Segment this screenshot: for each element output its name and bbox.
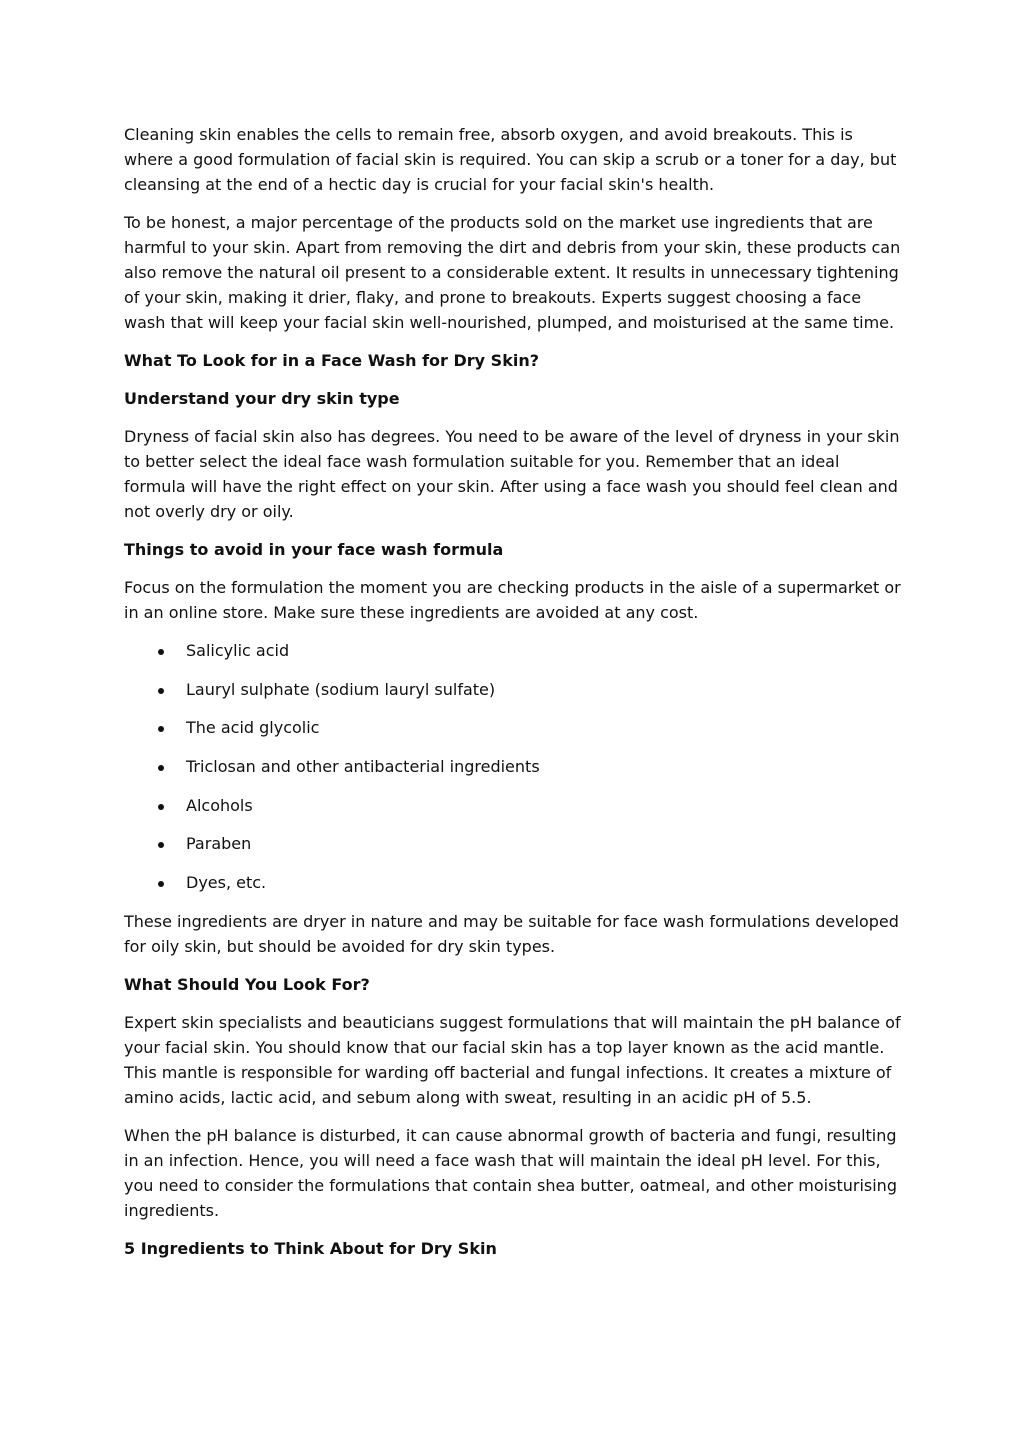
list-item [124, 831, 904, 856]
bullet-icon [158, 804, 164, 810]
list-item-text: Alcohols [186, 795, 253, 815]
heading-what-should-you-look-for: What Should You Look For? [124, 974, 370, 994]
heading-look-for: What To Look for in a Face Wash for Dry Skin? [124, 351, 539, 370]
paragraph-after-list: These ingredients are dryer in nature and may be suitable for face wash formulations developed for oily skin, but should be avoided for dry skin types. [124, 911, 899, 956]
list-item [124, 715, 904, 740]
paragraph-intro-2: To be honest, a major percentage of the products sold on the market use ingredients that are harmful to your skin. Apart from removing the dirt and debris from your skin, these products can also remove the natural oil present to a considerable extent. It results in unnecessary tightening of your skin, making it drier, flaky, and prone to breakouts. Experts suggest choosing a face wash that will keep your facial skin well-nourished, plumped, and moisturised at the same time. [124, 213, 901, 332]
heading-five-ingredients: 5 Ingredients to Think About for Dry Skin [124, 1238, 497, 1258]
bullet-icon [158, 649, 164, 655]
avoid-ingredients-list [124, 638, 904, 895]
list-item [124, 638, 904, 663]
document-body [124, 122, 904, 1274]
paragraph-should-1: Expert skin specialists and beauticians suggest formulations that will maintain the pH balance of your facial skin. You should know that our facial skin has a top layer known as the acid mantle. This mantle is responsible for warding off bacterial and fungal infections. It creates a mixture of amino acids, lactic acid, and sebum along with sweat, resulting in an acidic pH of 5.5. [124, 1012, 901, 1107]
list-item-text: Dyes, etc. [186, 873, 267, 893]
list-item-text: Paraben [186, 834, 252, 854]
list-item-text: Triclosan and other antibacterial ingredients [186, 757, 540, 777]
list-item [124, 870, 904, 895]
paragraph-intro-1: Cleaning skin enables the cells to remain free, absorb oxygen, and avoid breakouts. This is where a good formulation of facial skin is required. You can skip a scrub or a toner for a day, but cleansing at the end of a hectic day is crucial for your facial skin's health. [124, 125, 897, 194]
list-item [124, 677, 904, 702]
heading-things-to-avoid: Things to avoid in your face wash formula [124, 540, 504, 559]
list-item [124, 793, 904, 818]
bullet-icon [158, 881, 164, 887]
bullet-icon [158, 842, 164, 848]
list-item-text: The acid glycolic [186, 718, 320, 738]
paragraph-should-2: When the pH balance is disturbed, it can cause abnormal growth of bacteria and fungi, resulting in an infection. Hence, you will need a face wash that will maintain the ideal pH level. For this, you need to consider the formulations that contain shea butter, oatmeal, and other moisturising ingredients. [124, 1125, 897, 1220]
bullet-icon [158, 765, 164, 771]
bullet-icon [158, 726, 164, 732]
list-item [124, 754, 904, 779]
heading-understand-skin-type: Understand your dry skin type [124, 389, 400, 408]
list-item-text: Lauryl sulphate (sodium lauryl sulfate) [186, 679, 496, 699]
paragraph-understand: Dryness of facial skin also has degrees. You need to be aware of the level of dryness in your skin to better select the ideal face wash formulation suitable for you. Remember that an ideal formula will have the right effect on your skin. After using a face wash you should feel clean and not overly dry or oily. [124, 427, 900, 521]
bullet-icon [158, 688, 164, 694]
list-item-text: Salicylic acid [186, 641, 290, 660]
paragraph-avoid: Focus on the formulation the moment you are checking products in the aisle of a supermarket or in an online store. Make sure these ingredients are avoided at any cost. [124, 578, 901, 622]
